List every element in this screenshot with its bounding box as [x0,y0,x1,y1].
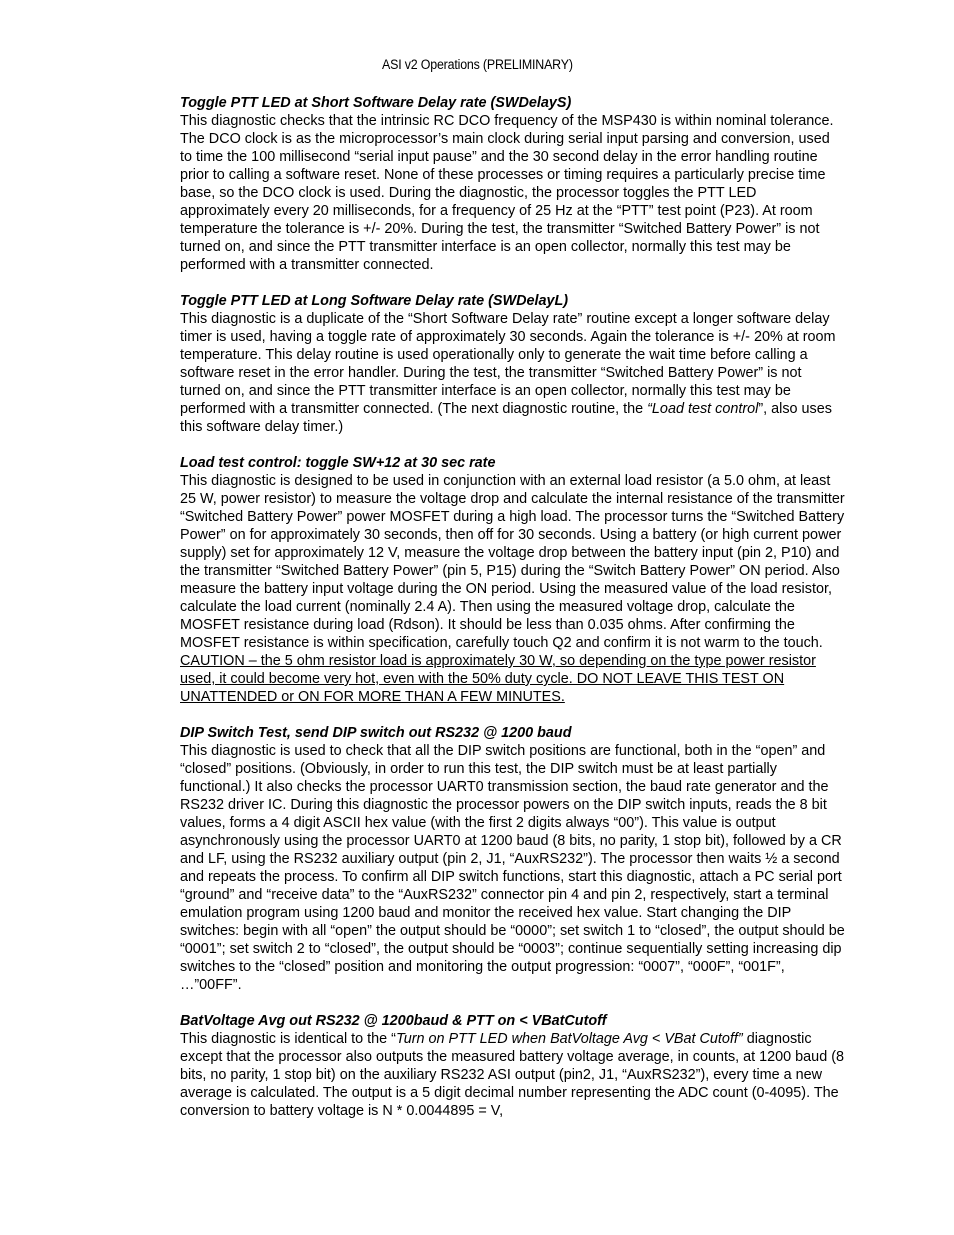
section-title: Toggle PTT LED at Short Software Delay rate (SWDelayS) [180,95,572,111]
caution-warning: CAUTION – the 5 ohm resistor load is approximately 30 W, so depending on the type power resistor used, it could become very hot, even with the 50% duty cycle. DO NOT LEAVE THIS TEST ON UNATTENDED or ON FOR MORE THAN A FEW MINUTES. [180,653,816,705]
routine-reference: “Load test control [647,401,759,417]
document-body [180,94,845,1138]
section-swdelayl [180,292,845,436]
section-swdelays [180,94,845,274]
section-paragraph: This diagnostic is used to check that all the DIP switch positions are functional, both in the “open” and “closed” positions. (Obviously, in order to run this test, the DIP switch must be at least partially functional.) It also checks the processor UART0 transmission section, the baud rate generator and the RS232 driver IC. During this diagnostic the processor powers on the DIP switch inputs, reads the 8 bit values, forms a 4 digit ASCII hex value (with the first 2 digits always “00”). This value is output asynchronously using the processor UART0 at 1200 baud (8 bits, no parity, 1 stop bit), followed by a CR and LF, using the RS232 auxiliary output (pin 2, J1, “AuxRS232”). The processor then waits ½ a second and repeats the process. To confirm all DIP switch functions, start this diagnostic, attach a PC serial port “ground” and “receive data” to the “AuxRS232” connector pin 4 and pin 2, respectively, start a terminal emulation program using 1200 baud and monitor the received hex value. Start changing the DIP switches: begin with all “open” the output should be “0000”; set switch 1 to “closed”, the output should be “0001”; set switch 2 to “closed”, the output should be “0003”; continue sequentially setting increasing dip switches to the “closed” position and monitoring the output progression: “0007”, “000F”, “001F”, …”00FF”. [180,743,845,993]
section-title: DIP Switch Test, send DIP switch out RS232 @ 1200 baud [180,725,572,741]
paragraph-text: ”, also uses this software delay timer.) [180,401,832,435]
page-header: ASI v2 Operations (PRELIMINARY) [382,57,573,72]
paragraph-text: This diagnostic is identical to the “ [180,1031,396,1047]
section-title: BatVoltage Avg out RS232 @ 1200baud & PTT on < VBatCutoff [180,1013,607,1029]
paragraph-text: diagnostic except that the processor also outputs the measured battery voltage average, in counts, at 1200 baud (8 bits, no parity, 1 stop bit) on the auxiliary RS232 ASI output (pin2, J1, “AuxRS232”), every time a new average is calculated. The output is a 5 digit decimal number representing the ADC count (0-4095). The conversion to battery voltage is N * 0.0044895 = V, [180,1031,844,1119]
routine-reference: Turn on PTT LED when BatVoltage Avg < VBat Cutoff” [395,1031,743,1047]
section-title: Load test control: toggle SW+12 at 30 sec rate [180,455,496,471]
section-paragraph [180,1030,845,1120]
section-load-test [180,454,845,706]
section-title: Toggle PTT LED at Long Software Delay rate (SWDelayL) [180,293,569,309]
section-paragraph [180,472,845,706]
section-batvoltage-avg [180,1012,845,1120]
paragraph-text: This diagnostic is a duplicate of the “Short Software Delay rate” routine except a longer software delay timer is used, having a toggle rate of approximately 30 seconds. Again the tolerance is +/- 20% at room temperature. This delay routine is used operationally only to generate the wait time before calling a software reset in the error handler. During the test, the transmitter “Switched Battery Power” is not turned on, and since the PTT transmitter interface is an open collector, normally this test may be performed with a transmitter connected. (The next diagnostic routine, the [180,311,836,417]
section-paragraph [180,310,845,436]
section-paragraph: This diagnostic checks that the intrinsic RC DCO frequency of the MSP430 is within nominal tolerance. The DCO clock is as the microprocessor’s main clock during serial input parsing and conversion, used to time the 100 millisecond “serial input pause” and the 30 second delay in the error handling routine prior to calling a software reset. None of these processes or timing requires a particularly precise time base, so the DCO clock is used. During the diagnostic, the processor toggles the PTT LED approximately every 20 milliseconds, for a frequency of 25 Hz at the “PTT” test point (P23). At room temperature the tolerance is +/- 20%. During the test, the transmitter “Switched Battery Power” is not turned on, and since the PTT transmitter interface is an open collector, normally this test may be performed with a transmitter connected. [180,113,834,273]
section-dip-switch-test [180,724,845,994]
paragraph-text: This diagnostic is designed to be used in conjunction with an external load resistor (a 5.0 ohm, at least 25 W, power resistor) to measure the voltage drop and calculate the internal resistance of the transmitter “Switched Battery Power” power MOSFET during a high load. The processor turns the “Switched Battery Power” on for approximately 30 seconds, then off for 30 seconds. Using a battery (or high current power supply) set for approximately 12 V, measure the voltage drop between the battery input (pin 2, P10) and the transmitter “Switched Battery Power” (pin 5, P15) during the “Switch Battery Power” ON period. Also measure the battery input voltage during the ON period. Using the measured value of the load resistor, calculate the load current (nominally 2.4 A). Then using the measured voltage drop, calculate the MOSFET resistance during load (Rdson). It should be less than 0.035 ohms. After confirming the MOSFET resistance is within specification, carefully touch Q2 and confirm it is not warm to the touch. [180,473,845,651]
